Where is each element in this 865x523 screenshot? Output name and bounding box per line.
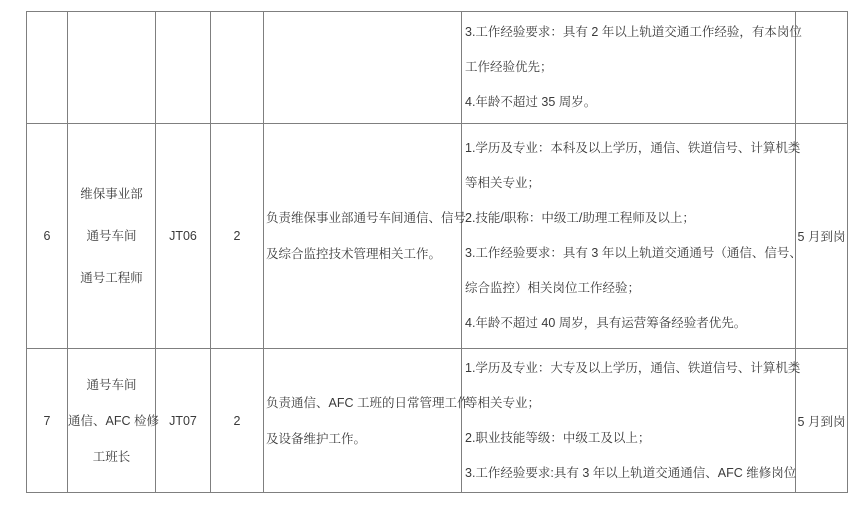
requirement-line: 3.工作经验要求：具有 3 年以上轨道交通通号（通信、信号、 xyxy=(465,246,802,260)
duty-line: 及综合监控技术管理相关工作。 xyxy=(266,247,442,261)
requirement-line: 3.工作经验要求:具有 3 年以上轨道交通通信、AFC 维修岗位 xyxy=(465,465,797,480)
table-row-7 xyxy=(27,349,848,493)
requirement-line: 等相关专业； xyxy=(465,176,541,190)
position-line: 通号工程师 xyxy=(80,271,143,285)
requirement-line: 综合监控）相关岗位工作经验； xyxy=(465,281,641,295)
cell-headcount: 2 xyxy=(211,124,264,349)
requirement-line: 1.学历及专业：本科及以上学历，通信、铁道信号、计算机类 xyxy=(465,141,801,155)
recruitment-table xyxy=(26,11,848,493)
duty-line: 及设备维护工作。 xyxy=(266,431,367,446)
cell-start-date: 5 月到岗 xyxy=(796,124,848,349)
cell-index: 6 xyxy=(27,124,68,349)
requirement-line: 工作经验优先； xyxy=(465,60,553,74)
cell-code: JT07 xyxy=(156,349,211,493)
cell-requirements xyxy=(462,124,802,349)
cell-duties xyxy=(264,12,462,124)
cell-requirements xyxy=(462,349,801,493)
cell-position xyxy=(68,349,159,493)
requirement-line: 4.年龄不超过 35 周岁。 xyxy=(465,95,597,109)
cell-start-date: 5 月到岗 xyxy=(796,349,848,493)
requirement-line: 2.职业技能等级：中级工及以上； xyxy=(465,430,651,445)
cell-code xyxy=(156,12,211,124)
cell-headcount xyxy=(211,12,264,124)
cell-requirements xyxy=(462,12,802,124)
cell-duties xyxy=(264,124,467,349)
position-line: 通信、AFC 检修 xyxy=(68,413,159,428)
position-line: 通号车间 xyxy=(86,377,137,392)
requirement-line: 3.工作经验要求：具有 2 年以上轨道交通工作经验，有本岗位 xyxy=(465,25,802,39)
table-row-6 xyxy=(27,124,848,349)
cell-headcount: 2 xyxy=(211,349,264,493)
cell-duties xyxy=(264,349,470,493)
requirement-line: 等相关专业； xyxy=(465,395,541,410)
requirement-line: 4.年龄不超过 40 周岁，具有运营筹备经验者优先。 xyxy=(465,316,747,330)
cell-index: 7 xyxy=(27,349,68,493)
position-line: 通号车间 xyxy=(86,229,137,243)
duty-line: 负责通信、AFC 工班的日常管理工作 xyxy=(266,395,470,410)
requirement-line: 1.学历及专业：大专及以上学历，通信、铁道信号、计算机类 xyxy=(465,360,801,375)
table-row-partial xyxy=(27,12,848,124)
cell-position xyxy=(68,12,156,124)
cell-index xyxy=(27,12,68,124)
cell-start-date xyxy=(796,12,848,124)
duty-line: 负责维保事业部通号车间通信、信号 xyxy=(266,211,467,225)
requirement-line: 2.技能/职称：中级工/助理工程师及以上； xyxy=(465,211,695,225)
cell-code: JT06 xyxy=(156,124,211,349)
cell-position xyxy=(68,124,156,349)
position-line: 工班长 xyxy=(92,449,131,464)
position-line: 维保事业部 xyxy=(80,187,143,201)
